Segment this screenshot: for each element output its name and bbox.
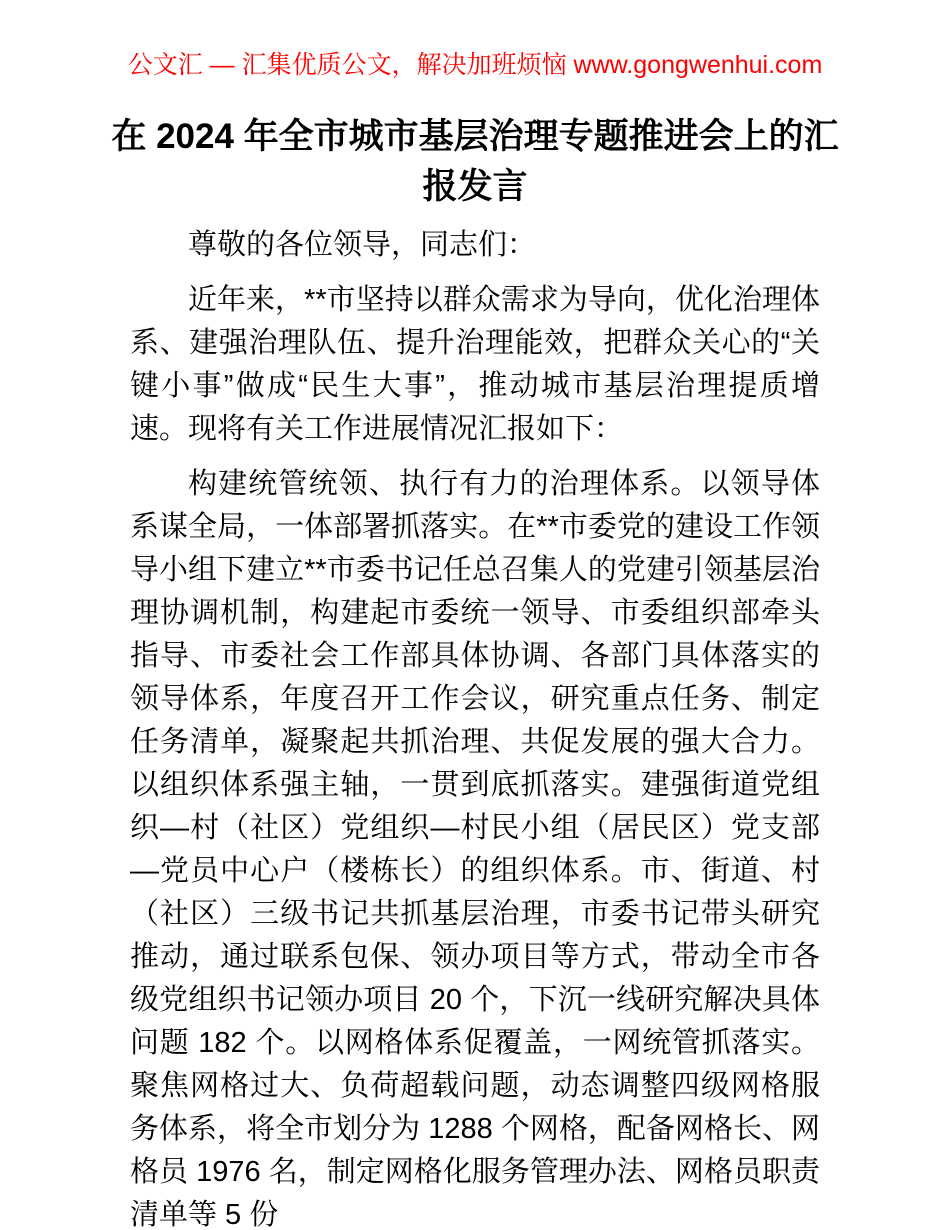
salutation-paragraph: 尊敬的各位领导，同志们： <box>188 229 537 261</box>
document-title: 在 2024 年全市城市基层治理专题推进会上的汇报发言 <box>111 117 839 206</box>
document-body <box>130 224 820 1230</box>
watermark-header: 公文汇 — 汇集优质公文，解决加班烦恼 www.gongwenhui.com <box>127 51 823 79</box>
main-report-paragraph: 构建统管统领、执行有力的治理体系。以领导体系谋全局，一体部署抓落实。在**市委党的建设工作领导小组下建立**市委书记任总召集人的党建引领基层治理协调机制，构建起市委统一领导、市委组织部牵头指导、市委社会工作部具体协调、各部门具体落实的领导体系，年度召开工作会议，研究重点任务、制定任务清单，凝聚起共抓治理、共促发展的强大合力。以组织体系强主轴，一贯到底抓落实。建强街道党组织—村（社区）党组织—村民小组（居民区）党支部—党员中心户（楼栋长）的组织体系。市、街道、村（社区）三级书记共抓基层治理，市委书记带头研究推动，通过联系包保、领办项目等方式，带动全市各级党组织书记领办项目 20 个，下沉一线研究解决具体问题 182 个。以网格体系促覆盖，一网统管抓落实。聚焦网格过大、负荷超载问题，动态调整四级网格服务体系，将全市划分为 1288 个网格，配备网格长、网格员 1976 名，制定网格化服务管理办法、网格员职责清单等 5 份 <box>130 468 820 1230</box>
intro-paragraph: 近年来，**市坚持以群众需求为导向，优化治理体系、建强治理队伍、提升治理能效，把群众关心的“关键小事”做成“民生大事”，推动城市基层治理提质增速。现将有关工作进展情况汇报如下： <box>130 284 820 445</box>
